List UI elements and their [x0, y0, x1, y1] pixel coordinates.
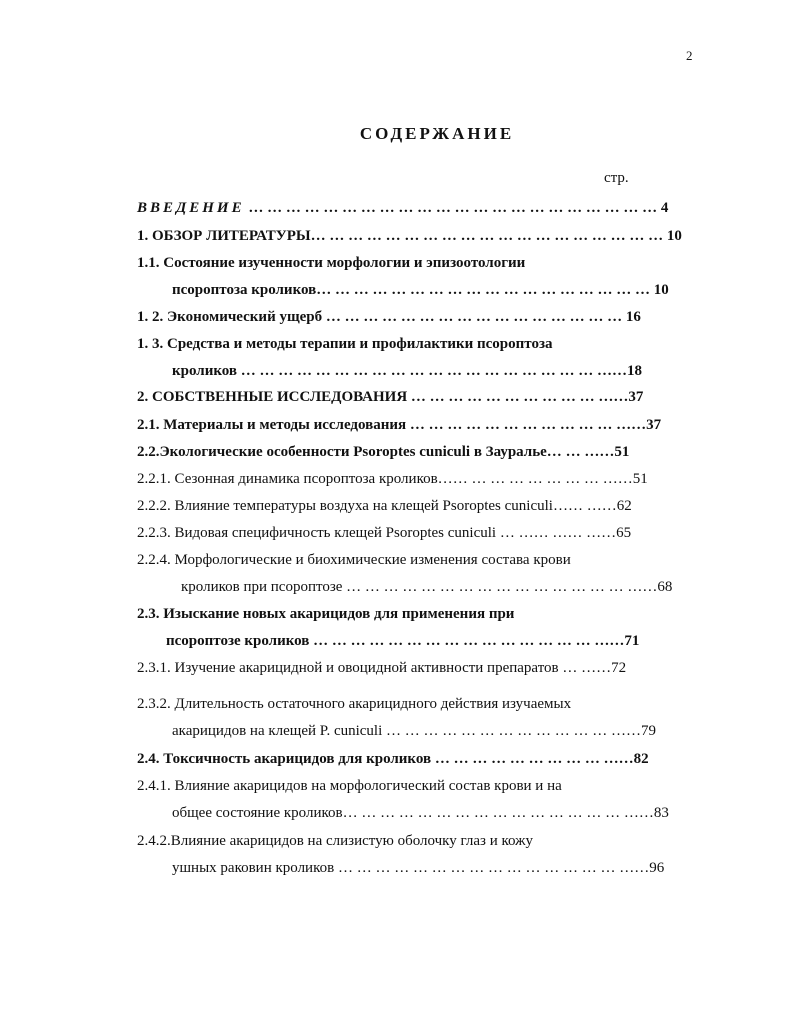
toc-entry-dots: … …… …… …: [496, 525, 602, 541]
toc-entry-title: 1. 3. Средства и методы терапии и профилактики псороптоза: [137, 336, 553, 352]
toc-entry-page: …37: [631, 417, 662, 433]
toc-entry-2-3-line1[interactable]: [137, 604, 514, 624]
toc-entry-dots: … … … … … … … … … … … … … … … …: [322, 309, 623, 325]
toc-entry-introduction[interactable]: [137, 198, 668, 218]
toc-entry-2-2-3[interactable]: [137, 523, 631, 543]
toc-entry-dots: … … … … … … … … … … … … … … … …: [342, 579, 643, 595]
toc-entry-title: 2. СОБСТВЕННЫЕ ИССЛЕДОВАНИЯ: [137, 389, 408, 405]
toc-entry-page: …62: [601, 498, 632, 514]
toc-entry-2-2-4-line1[interactable]: [137, 550, 571, 570]
toc-entry-1-2[interactable]: [137, 307, 641, 327]
toc-entry-title: псороптозе кроликов: [166, 633, 310, 649]
toc-entry-1-1-line2[interactable]: [172, 280, 669, 300]
page-number: 2: [686, 48, 693, 63]
toc-entry-title: акарицидов на клещей P. cuniculi: [172, 723, 383, 739]
toc-entry-page: …65: [601, 525, 632, 541]
toc-entry-title: 1.1. Состояние изученности морфологии и эпизоотологии: [137, 255, 526, 271]
toc-entry-title: кроликов при псороптозе: [181, 579, 343, 595]
toc-entry-title: ВВЕДЕНИЕ: [137, 200, 245, 216]
toc-entry-title: 2.2.Экологические особенности Psoroptes cuniculi в Зауралье…: [137, 444, 562, 460]
toc-entry-title: 2.3.2. Длительность остаточного акарицидного действия изучаемых: [137, 696, 572, 712]
toc-entry-page: 10: [663, 228, 682, 244]
toc-entry-1-3-line1[interactable]: [137, 334, 553, 354]
toc-entry-title: 2.3.1. Изучение акарицидной и овоцидной активности препаратов: [137, 660, 559, 676]
toc-entry-dots: … … … … … … … … … … … … … … … … … … … … … …: [244, 200, 658, 216]
toc-entry-page: …68: [642, 579, 673, 595]
toc-entry-page: …37: [613, 389, 644, 405]
toc-entry-page: 16: [622, 309, 641, 325]
toc-entry-2-1[interactable]: [137, 415, 661, 435]
toc-entry-dots: … … … … … … … … … … … … …: [382, 723, 627, 739]
toc-entry-literature-review[interactable]: [137, 226, 682, 246]
toc-entry-title: 2.2.4. Морфологические и биохимические изменения состава крови: [137, 552, 571, 568]
toc-entry-page: …51: [599, 444, 630, 460]
toc-entry-dots: …… …: [552, 498, 602, 514]
toc-entry-2-2-4-line2[interactable]: [181, 577, 672, 597]
toc-entry-1-3-line2[interactable]: [172, 361, 642, 381]
toc-entry-title: общее состояние кроликов…: [172, 805, 358, 821]
toc-entry-page: …51: [617, 471, 648, 487]
toc-entry-dots: … … … … … … … … … … … …: [406, 417, 632, 433]
toc-entry-2-4-2-line2[interactable]: [172, 858, 664, 878]
toc-entry-2-3-1[interactable]: [137, 658, 626, 678]
toc-entry-2-4-1-line1[interactable]: [137, 776, 562, 796]
toc-entry-title: 2.2.2. Влияние температуры воздуха на клещей Psoroptes cuniculi: [137, 498, 553, 514]
toc-entry-page: …96: [634, 860, 665, 876]
toc-entry-dots: … … … … … … … … … … … … … … … …: [334, 860, 635, 876]
toc-entry-page: …18: [612, 363, 643, 379]
toc-entry-2-4[interactable]: [137, 749, 649, 769]
toc-entry-2-2-1[interactable]: [137, 469, 648, 489]
toc-entry-title: 2.4.2.Влияние акарицидов на слизистую оболочку глаз и кожу: [137, 833, 533, 849]
toc-entry-title: 2.3. Изыскание новых акарицидов для применения при: [137, 606, 515, 622]
toc-entry-page: …82: [618, 751, 649, 767]
toc-entry-2-3-2-line1[interactable]: [137, 694, 571, 714]
toc-entry-title: кроликов: [172, 363, 238, 379]
toc-entry-title: ушных раковин кроликов: [172, 860, 335, 876]
toc-entry-dots: … … … … … … … … … … … … … … …: [357, 805, 639, 821]
toc-entry-1-1-line1[interactable]: [137, 253, 525, 273]
toc-entry-title: 2.1. Материалы и методы исследования: [137, 417, 407, 433]
toc-entry-page: …83: [638, 805, 669, 821]
toc-entry-title: 2.4.1. Влияние акарицидов на морфологический состав крови и на: [137, 778, 562, 794]
toc-entry-page: 4: [657, 200, 669, 216]
toc-entry-dots: … … … … … … … … …: [452, 471, 618, 487]
toc-entry-dots: … … … … … … … … … …: [431, 751, 619, 767]
toc-entry-title: 2.2.3. Видовая специфичность клещей Psoroptes cuniculi: [137, 525, 497, 541]
toc-entry-dots: … … … … … … … … … … … … … … … … … …: [325, 228, 664, 244]
toc-entry-dots: … … … … … … … … … … … … … … … … … … … …: [237, 363, 613, 379]
toc-entry-dots: … … … … … … … … … … …: [407, 389, 614, 405]
toc-entry-page: 10: [650, 282, 669, 298]
toc-entry-page: …71: [609, 633, 640, 649]
toc-entry-2-2[interactable]: [137, 442, 629, 462]
toc-entry-title: псороптоза кроликов…: [172, 282, 332, 298]
toc-entry-dots: … … … … … … … … … … … … … … … … …: [331, 282, 651, 298]
toc-entry-title: 2.4. Токсичность акарицидов для кроликов: [137, 751, 432, 767]
toc-entry-own-research[interactable]: [137, 387, 643, 407]
page-column-label: стр.: [604, 170, 629, 186]
toc-entry-page: …79: [626, 723, 657, 739]
toc-entry-title: 1. 2. Экономический ущерб: [137, 309, 323, 325]
toc-entry-dots: … …: [558, 660, 597, 676]
toc-entry-2-2-2[interactable]: [137, 496, 632, 516]
toc-entry-dots: … … … … … … … … … … … … … … … …: [309, 633, 610, 649]
toc-entry-title: 2.2.1. Сезонная динамика псороптоза кроликов…: [137, 471, 453, 487]
toc-entry-2-3-line2[interactable]: [166, 631, 639, 651]
toc-entry-page: …72: [596, 660, 627, 676]
toc-entry-2-4-2-line1[interactable]: [137, 831, 533, 851]
toc-entry-2-3-2-line2[interactable]: [172, 721, 656, 741]
page-title: СОДЕРЖАНИЕ: [359, 124, 515, 143]
toc-entry-2-4-1-line2[interactable]: [172, 803, 669, 823]
toc-entry-dots: … …: [561, 444, 600, 460]
toc-entry-title: 1. ОБЗОР ЛИТЕРАТУРЫ…: [137, 228, 326, 244]
